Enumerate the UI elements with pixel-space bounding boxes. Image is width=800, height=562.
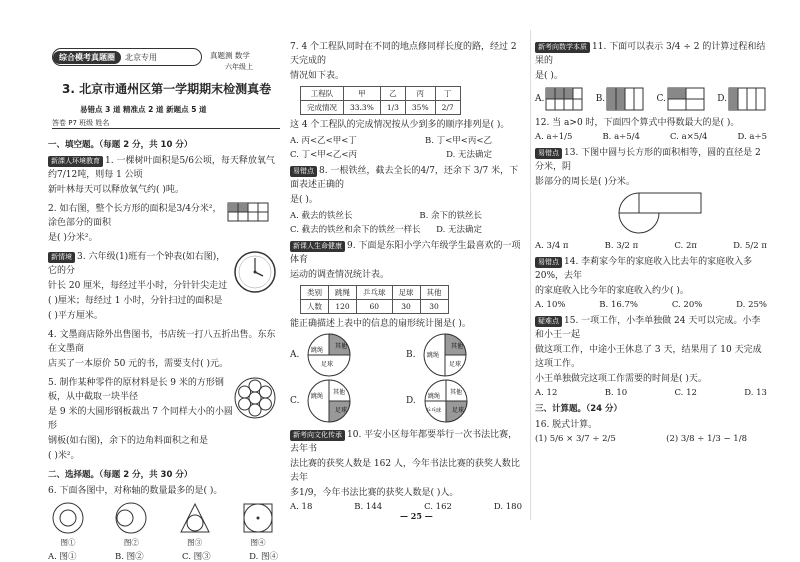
q5-text-4: ( )米²。 — [48, 451, 80, 461]
q13-text-2: 影部分的周长是( )分米。 — [535, 177, 635, 187]
q6-fig-label: 图② — [123, 538, 139, 547]
q1-tag: 新課人环境教育 — [48, 156, 103, 167]
q12-text: 12. 当 a>0 时，下面四个算式中得数最大的是( )。 — [535, 118, 740, 128]
q11-option-a[interactable]: A. — [535, 86, 584, 112]
q9-text-2: 运动的调查情况统计表。 — [290, 270, 390, 280]
header-logo — [52, 48, 202, 66]
q16-item-1: (1) 5/6 × 3/7 ÷ 2/5 — [535, 434, 616, 444]
q13-option-b[interactable]: B. 3/2 π — [604, 241, 639, 251]
q9-option-b[interactable]: B. 跳绳 其他 足球 — [406, 332, 522, 378]
page-fold — [530, 30, 531, 520]
column-left — [48, 134, 278, 562]
q9-table: 类别 跳绳 乒乓球 足球 其他 人数 120 60 30 30 — [300, 285, 449, 314]
q10-option-b[interactable]: B. 144 — [354, 502, 383, 512]
svg-text:其他: 其他 — [451, 343, 464, 350]
q11-option-b[interactable]: B. — [596, 86, 645, 112]
q3-text: 3. 六年级(1)班有一个钟表(如右图)，它的分 — [48, 252, 226, 276]
q12-option-a[interactable]: A. a÷1/5 — [535, 132, 573, 142]
q8-option-d[interactable]: D. 无法确定 — [436, 225, 482, 235]
column-right — [535, 40, 767, 444]
section-calc-heading: 三、计算题。（24 分） — [535, 404, 623, 414]
q6-figure-2 — [111, 501, 151, 548]
q3-text-2: 针长 20 厘米，每经过半小时，分针针尖走过 — [48, 281, 228, 291]
svg-text:足球: 足球 — [451, 407, 464, 414]
clock-figure — [233, 246, 278, 296]
q15-text: 15. 一项工作，小李单独做 24 天可以完成。小李和小王一起 — [535, 316, 761, 340]
q9-option-c[interactable]: C. 跳绳 其他 足球 — [290, 378, 406, 424]
meta-line: 答卷 P7 班级 姓名 — [52, 118, 280, 129]
q10-text-2: 法比赛的获奖人数是 162 人，今年书法比赛的获奖人数比去年 — [290, 459, 520, 483]
q8-text-2: 是( )。 — [290, 195, 318, 205]
q1-text-2: 新叶林每天可以释放氧气约( )吨。 — [48, 185, 184, 195]
q9-text: 9. 下面是东阳小学六年级学生最喜欢的一项体育 — [290, 241, 521, 265]
q15-option-a[interactable]: A. 12 — [535, 388, 558, 398]
q3-text-4: ( )平方厘米。 — [48, 311, 103, 321]
svg-text:其他: 其他 — [449, 389, 462, 396]
q13-tag: 易错点 — [535, 148, 562, 159]
svg-text:足球: 足球 — [449, 361, 462, 368]
q2-figure — [223, 198, 273, 224]
svg-text:足球: 足球 — [321, 361, 334, 368]
q8-tag: 易错点 — [290, 166, 317, 177]
q14-text-2: 的家庭收入比今年的家庭收入约少( )。 — [535, 286, 689, 296]
svg-text:乒乓球: 乒乓球 — [425, 408, 441, 414]
q8-option-a[interactable]: A. 截去的铁丝长 — [290, 211, 353, 221]
q13-option-a[interactable]: A. 3/4 π — [535, 241, 569, 251]
q13-option-d[interactable]: D. 5/2 π — [733, 241, 767, 251]
q6-figure-3 — [175, 501, 215, 548]
grade-label: 六年级上 — [225, 63, 253, 71]
q13-option-c[interactable]: C. 2π — [674, 241, 697, 251]
brand-badge: 综合模考真题圈 — [53, 51, 121, 64]
q15-option-c[interactable]: C. 12 — [674, 388, 697, 398]
q13-figure — [615, 190, 735, 236]
q11-text: 11. 下面可以表示 3/4 ÷ 2 的计算过程和结果的 — [535, 42, 766, 66]
q7-option-b[interactable]: B. 丁<甲<丙<乙 — [424, 136, 492, 146]
section-choice-heading: 二、选择题。（每题 2 分，共 30 分） — [48, 470, 193, 480]
q9-option-a[interactable]: A. 跳绳 其他 足球 — [290, 332, 406, 378]
q7-option-c[interactable]: C. 丁<甲<乙<丙 — [290, 150, 357, 160]
svg-text:跳绳: 跳绳 — [311, 347, 324, 354]
q16-text: 16. 脱式计算。 — [535, 420, 598, 430]
q6-option-d[interactable]: D. 图④ — [249, 552, 278, 562]
q14-option-a[interactable]: A. 10% — [535, 300, 566, 310]
q9-text-3: 能正确描述上表中的信息的扇形统计图是( )。 — [290, 319, 471, 329]
q7-option-d[interactable]: D. 无法确定 — [446, 150, 492, 160]
q11-option-d[interactable]: D. — [717, 86, 767, 112]
q9-tag: 新课人生命健康 — [290, 241, 345, 252]
q10-option-c[interactable]: C. 162 — [424, 502, 452, 512]
q14-option-b[interactable]: B. 16.7% — [599, 300, 638, 310]
q11-text-2: 是( )。 — [535, 71, 563, 81]
series-label: 真题测 数学 — [210, 51, 250, 60]
q10-text: 10. 平安小区每年都要举行一次书法比赛，去年书 — [290, 430, 518, 454]
q15-option-b[interactable]: B. 10 — [604, 388, 628, 398]
q15-option-d[interactable]: D. 13 — [744, 388, 767, 398]
q12-option-d[interactable]: D. a÷5 — [737, 132, 767, 142]
q1-text: 1. 一棵树叶面积是5/6公顷，每天释放氧气约7/12吨，则每 1 公顷 — [48, 156, 275, 180]
q5-text-3: 钢板(如右图)，余下的边角料面积之和是 — [48, 436, 209, 446]
q10-text-3: 多1/9，今年书法比赛的获奖人数是( )人。 — [290, 488, 459, 498]
q5-text-2: 是 9 米的大圆形钢板裁出 7 个同样大小的小圆形 — [48, 407, 233, 431]
q14-tag: 易错点 — [535, 257, 562, 268]
q14-option-d[interactable]: D. 25% — [736, 300, 767, 310]
q2-text: 2. 如右图，整个长方形的面积是3/4分米²，涂色部分的面积 — [48, 204, 222, 228]
q6-option-a[interactable]: A. 图① — [48, 552, 77, 562]
q6-fig-label: 图① — [60, 538, 76, 547]
q6-fig-label: 图③ — [187, 538, 203, 547]
q7-text-2: 情况如下表。 — [290, 71, 345, 81]
difficulty-line: 易错点 3 道 精准点 2 道 新题点 5 道 — [80, 105, 207, 114]
q15-tag: 疑难点 — [535, 316, 562, 327]
q12-option-b[interactable]: B. a÷5/4 — [602, 132, 640, 142]
q2-text-2: 是( )分米²。 — [48, 233, 98, 243]
q6-option-c[interactable]: C. 图③ — [182, 552, 211, 562]
q11-option-c[interactable]: C. — [656, 86, 705, 112]
q7-table: 工程队 甲 乙 丙 丁 完成情况 33.3% 1/3 35% 2/7 — [300, 86, 461, 115]
q4-text: 4. 文墨商店除外出售图书，书店统一打八五折出售。东东在文墨商 — [48, 330, 276, 354]
svg-text:其他: 其他 — [335, 343, 348, 350]
exam-title: 3. 北京市通州区第一学期期末检测真卷 — [62, 82, 272, 96]
q15-text-2: 做这项工作，中途小王休息了 3 天，结果用了 10 天完成这项工作。 — [535, 345, 762, 369]
q11-tag: 新考向数学本质 — [535, 42, 590, 53]
q6-text: 6. 下面各图中，对称轴的数量最多的是( )。 — [48, 486, 223, 496]
q16-item-2: (2) 3/8 ÷ 1/3 − 1/8 — [666, 434, 747, 444]
q8-text: 8. 一根铁丝，截去全长的4/7，还余下 3/7 米，下面表述正确的 — [290, 166, 519, 190]
svg-text:跳绳: 跳绳 — [311, 393, 324, 400]
q6-figure-1 — [48, 501, 88, 548]
q7-option-a[interactable]: A. 丙<乙<甲<丁 — [290, 136, 357, 146]
q4-text-2: 店买了一本原价 50 元的书，需要支付( )元。 — [48, 359, 229, 369]
q15-text-3: 小王单独做完这项工作需要的时间是( )天。 — [535, 374, 707, 384]
edition-label: 北京专用 — [125, 52, 157, 62]
circles-figure — [233, 372, 278, 422]
q10-option-a[interactable]: A. 18 — [290, 502, 313, 512]
q6-fig-label: 图④ — [250, 538, 266, 547]
section-fill-heading: 一、填空题。（每题 2 分，共 10 分） — [48, 140, 193, 150]
svg-text:跳绳: 跳绳 — [427, 352, 440, 359]
q8-option-c[interactable]: C. 截去的铁丝和余下的铁丝一样长 — [290, 225, 421, 235]
svg-text:足球: 足球 — [335, 407, 348, 414]
q7-text-3: 这 4 个工程队的完成情况按从少到多的顺序排列是( )。 — [290, 120, 510, 130]
q5-text: 5. 制作某种零件的原材料是长 9 米的方形钢板，从中截取一块半径 — [48, 378, 224, 402]
q10-tag: 新考向文化传承 — [290, 430, 345, 441]
q3-text-3: ( )厘米；每经过 1 小时，分针扫过的面积是 — [48, 296, 223, 306]
q9-option-d[interactable]: D. 跳绳 其他 足球 乒乓球 — [406, 378, 522, 424]
q8-option-b[interactable]: B. 余下的铁丝长 — [419, 211, 482, 221]
q14-option-c[interactable]: C. 20% — [671, 300, 703, 310]
q12-option-c[interactable]: C. a×5/4 — [669, 132, 708, 142]
q6-figure-4 — [238, 501, 278, 548]
svg-text:跳绳: 跳绳 — [427, 393, 440, 400]
column-middle — [290, 40, 522, 512]
svg-text:其他: 其他 — [333, 389, 346, 396]
q6-option-b[interactable]: B. 图② — [114, 552, 144, 562]
q13-text: 13. 下图中圆与长方形的面积相等，圆的直径是 2 分米，阴 — [535, 148, 761, 172]
q3-tag: 新情境 — [48, 252, 75, 263]
page-number: — 25 — — [400, 511, 433, 521]
q14-text: 14. 李莉家今年的家庭收入比去年的家庭收入多 20%，去年 — [535, 257, 753, 281]
q10-option-d[interactable]: D. 180 — [493, 502, 522, 512]
q7-text: 7. 4 个工程队同时在不同的地点修同样长度的路，经过 2 天完成的 — [290, 42, 517, 66]
